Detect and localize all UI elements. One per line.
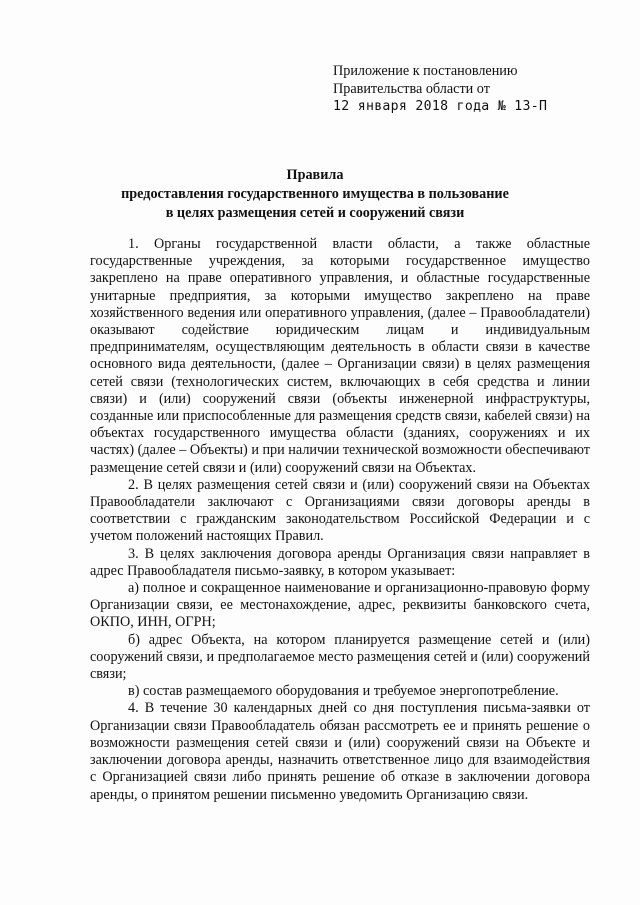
title-line-2: предоставления государственного имущества в пользование xyxy=(121,186,509,202)
appendix-date-line: 12 января 2018 года № 13-П xyxy=(333,99,548,114)
title-line-3: в целях размещения сетей и сооружений связи xyxy=(165,205,465,221)
paragraph-4: 4. В течение 30 календарных дней со дня поступления письма-заявки от Организации связи Правообладатель обязан рассмотреть ее и принять решение о возможности размещения сетей связи и (или) сооружений связи на Объекте и заключении договора аренды, назначить ответственное лицо для взаимодействия с Организацией связи либо принять решение об отказе в заключении договора аренды, о принятом решении письменно уведомить Организацию связи. xyxy=(90,700,590,803)
paragraph-3: 3. В целях заключения договора аренды Организация связи направляет в адрес Правообладателя письмо-заявку, в котором указывает: xyxy=(90,545,590,579)
paragraph-3a: а) полное и сокращенное наименование и организационно-правовую форму Организации связи, ее местонахождение, адрес, реквизиты банковского счета, ОКПО, ИНН, ОГРН; xyxy=(90,580,590,631)
title-line-1: Правила xyxy=(286,167,344,183)
document-body xyxy=(90,236,590,804)
paragraph-1: 1. Органы государственной власти области, а также областные государственные учреждения, за которыми государственное имущество закреплено на праве оперативного управления, и областные государственные унитарные предприятия, за которыми имущество закреплено на праве хозяйственного ведения или оперативного управления, (далее – Правообладатели) оказывают содействие юридическим лицам и индивидуальным предпринимателям, осуществляющим деятельность в области связи в качестве основного вида деятельности, (далее – Организации связи) в целях размещения сетей связи (технологических систем, включающих в себя средства и линии связи) и (или) сооружений связи (объекты инженерной инфраструктуры, созданные или приспособленные для размещения средств связи, кабелей связи) на объектах государственного имущества области (зданиях, сооружениях и их частях) (далее – Объекты) и при наличии технической возможности обеспечивают размещение сетей связи и (или) сооружений связи на Объектах. xyxy=(90,236,590,476)
appendix-line-1: Приложение к постановлению xyxy=(333,63,518,79)
document-title xyxy=(90,166,540,223)
paragraph-3b: б) адрес Объекта, на котором планируется размещение сетей и (или) сооружений связи, и предполагаемое место размещения сетей и (или) сооружений связи; xyxy=(90,631,590,683)
appendix-line-2: Правительства области от xyxy=(333,81,490,97)
paragraph-2: 2. В целях размещения сетей связи и (или) сооружений связи на Объектах Правообладатели заключают с Организациями связи договоры аренды в соответствии с гражданским законодательством Российской Федерации и с учетом положений настоящих Правил. xyxy=(90,476,590,545)
appendix-header xyxy=(333,62,547,116)
paragraph-3c: в) состав размещаемого оборудования и требуемое энергопотребление. xyxy=(128,683,559,700)
